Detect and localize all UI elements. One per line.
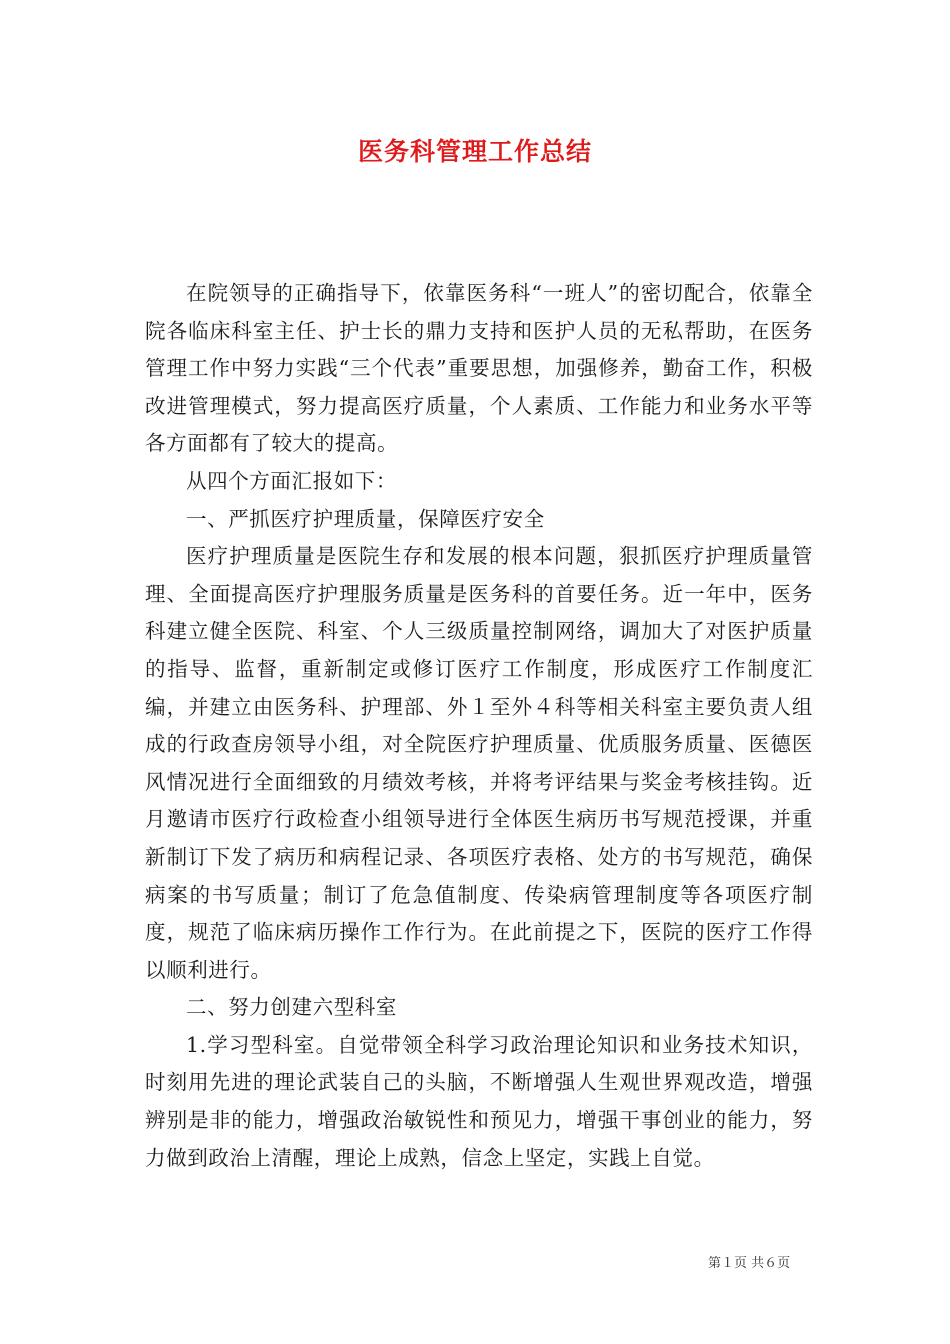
- paragraph-learning: 1.学习型科室。自觉带领全科学习政治理论知识和业务技术知识，时刻用先进的理论武装自己的头脑，不断增强人生观世界观改造，增强辨别是非的能力，增强政治敏锐性和预见力，增强干事创业的能力，努力做到政治上清醒，理论上成熟，信念上坚定，实践上自觉。: [145, 1032, 813, 1170]
- paragraph-overview: 从四个方面汇报如下：: [186, 468, 397, 493]
- page-number: 第１页 共６页: [708, 1256, 791, 1271]
- paragraph-quality: 医疗护理质量是医院生存和发展的根本问题，狠抓医疗护理质量管理、全面提高医疗护理服务质量是医务科的首要任务。近一年中，医务科建立健全医院、科室、个人三级质量控制网络，调加大了对医护质量的指导、监督，重新制定或修订医疗工作制度，形成医疗工作制度汇编，并建立由医务科、护理部、外１至外４科等相关科室主要负责人组成的行政查房领导小组，对全院医疗护理质量、优质服务质量、医德医风情况进行全面细致的月绩效考核，并将考评结果与奖金考核挂钩。近月邀请市医疗行政检查小组领导进行全体医生病历书写规范授课，并重新制订下发了病历和病程记录、各项医疗表格、处方的书写规范，确保病案的书写质量；制订了危急值制度、传染病管理制度等各项医疗制度，规范了临床病历操作工作行为。在此前提之下，医院的医疗工作得以顺利进行。: [145, 544, 813, 982]
- paragraph-intro: 在院领导的正确指导下，依靠医务科“一班人”的密切配合，依靠全院各临床科室主任、护士长的鼎力支持和医护人员的无私帮助，在医务管理工作中努力实践“三个代表”重要思想，加强修养，勤奋工作，积极改进管理模式，努力提高医疗质量，个人素质、工作能力和业务水平等各方面都有了较大的提高。: [145, 281, 813, 456]
- section-heading-1: 一、严抓医疗护理质量，保障医疗安全: [186, 506, 545, 531]
- section-heading-2: 二、努力创建六型科室: [186, 995, 397, 1020]
- document-title: 医务科管理工作总结: [357, 137, 592, 166]
- document-body: [145, 275, 813, 1177]
